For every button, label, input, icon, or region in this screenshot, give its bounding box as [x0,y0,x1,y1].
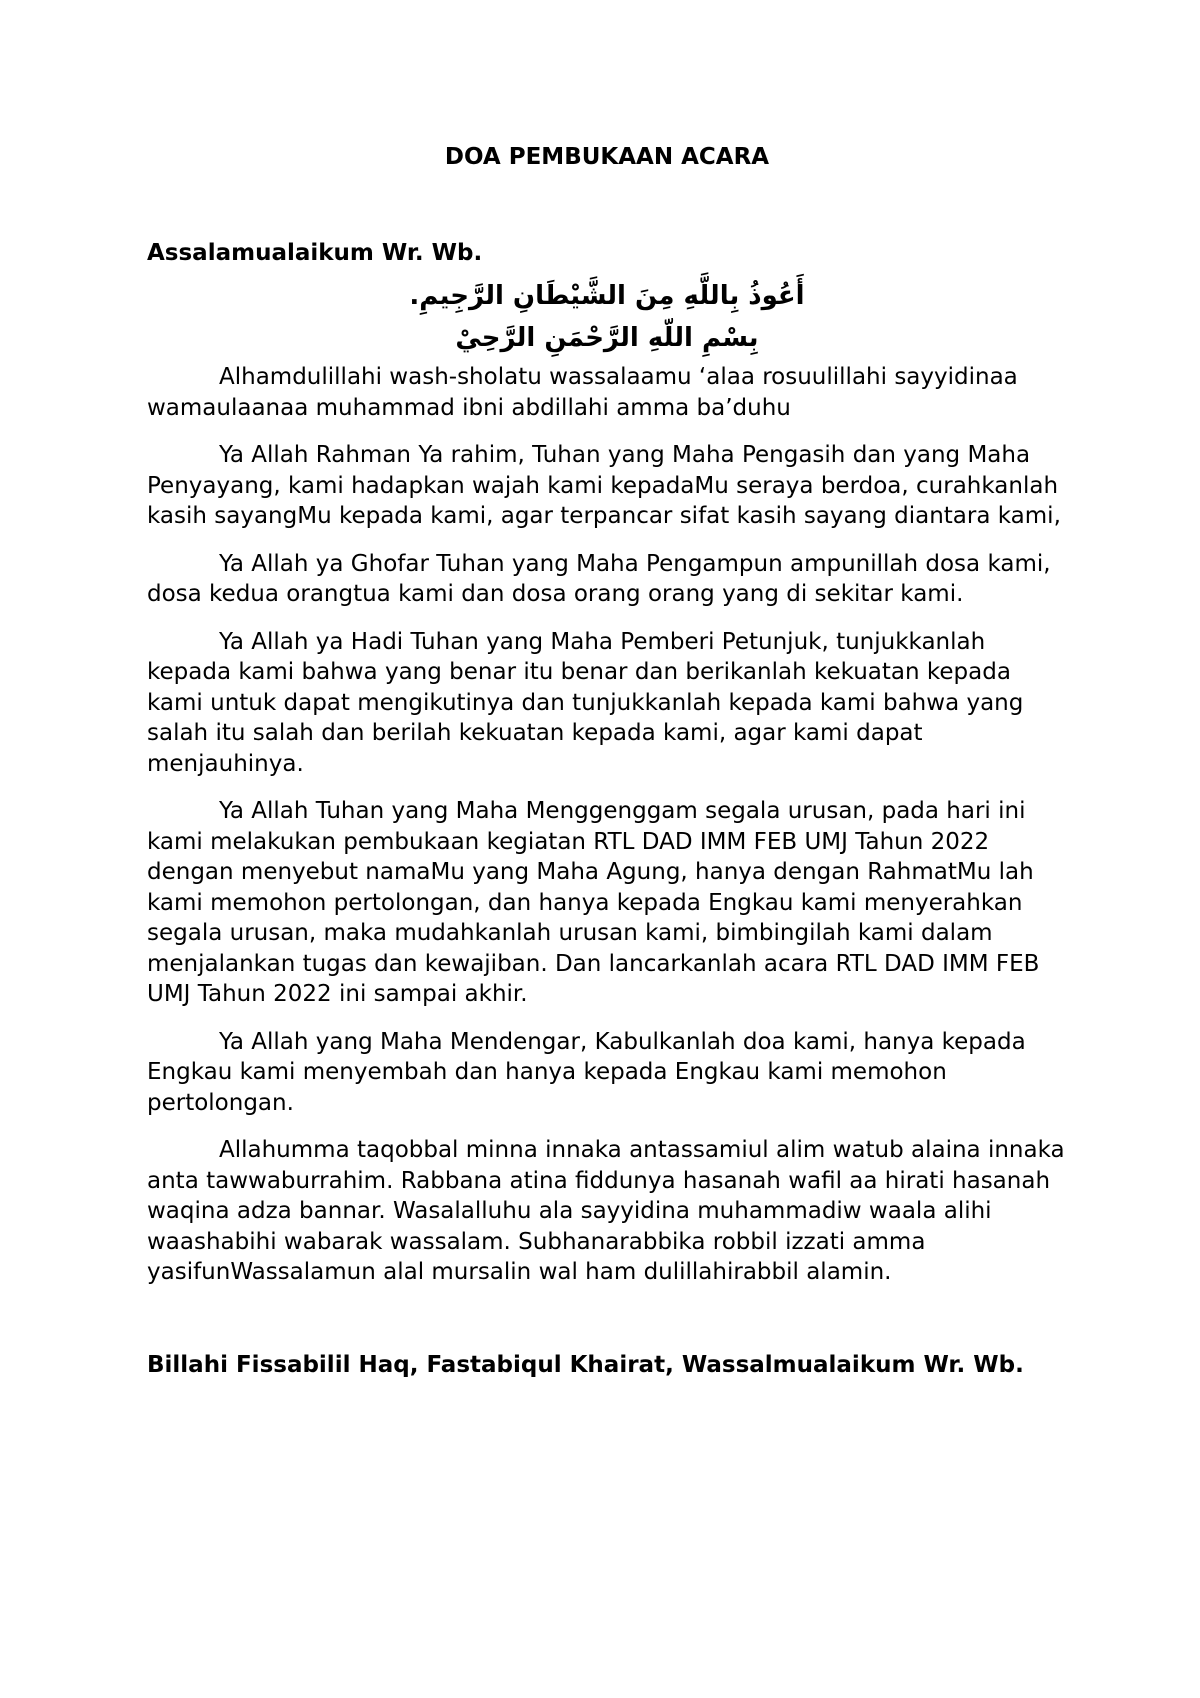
paragraph-4: Ya Allah ya Hadi Tuhan yang Maha Pemberi Petunjuk, tunjukkanlah kepada kami bahwa yang benar itu benar dan berikanlah kekuatan kepada kami untuk dapat mengikutinya dan tunjukkanlah kepada kami bahwa yang salah itu salah dan berilah kekuatan kepada kami, agar kami dapat menjauhinya. [147,628,1024,777]
document-title: DOA PEMBUKAAN ACARA [444,144,770,170]
arabic-taawudz: أَعُوذُ بِاللَّهِ مِنَ الشَّيْطَانِ الرَّجِيمِ. [409,281,805,311]
document-page [147,142,1067,1380]
paragraph-5: Ya Allah Tuhan yang Maha Menggenggam segala urusan, pada hari ini kami melakukan pembukaan kegiatan RTL DAD IMM FEB UMJ Tahun 2022 dengan menyebut namaMu yang Maha Agung, hanya dengan RahmatMu lah kami memohon pertolongan, dan hanya kepada Engkau kami menyerahkan segala urusan, maka mudahkanlah urusan kami, bimbingilah kami dalam menjalankan tugas dan kewajiban. Dan lancarkanlah acara RTL DAD IMM FEB UMJ Tahun 2022 ini sampai akhir. [147,798,1040,1007]
paragraph-6: Ya Allah yang Maha Mendengar, Kabulkanlah doa kami, hanya kepada Engkau kami menyembah dan hanya kepada Engkau kami memohon pertolongan. [147,1028,1026,1116]
closing-salutation: Billahi Fissabilil Haq, Fastabiqul Khairat, Wassalmualaikum Wr. Wb. [147,1351,1024,1378]
paragraph-3: Ya Allah ya Ghofar Tuhan yang Maha Pengampun ampunillah dosa kami, dosa kedua orangtua kami dan dosa orang orang yang di sekitar kami. [147,550,1051,607]
paragraph-1: Alhamdulillahi wash-sholatu wassalaamu ‘alaa rosuulillahi sayyidinaa wamaulaanaa muhammad ibni abdillahi amma ba’duhu [147,364,1018,421]
paragraph-2: Ya Allah Rahman Ya rahim, Tuhan yang Maha Pengasih dan yang Maha Penyayang, kami hadapkan wajah kami kepadaMu seraya berdoa, curahkanlah kasih sayangMu kepada kami, agar terpancar sifat kasih sayang diantara kami, [147,442,1061,529]
arabic-basmalah: بِسْمِ اللّهِ الرَّحْمَنِ الرَّحِيْ [455,323,759,353]
paragraph-7: Allahumma taqobbal minna innaka antassamiul alim watub alaina innaka anta tawwaburrahim. Rabbana atina fiddunya hasanah wafil aa hirati hasanah waqina adza bannar. Wasalalluhu ala sayyidina muhammadiw waala alihi waashabihi wabarak wassalam. Subhanarabbika robbil izzati amma yasifunWassalamun alal mursalin wal ham dulillahirabbil alamin. [147,1137,1065,1285]
opening-greeting: Assalamualaikum Wr. Wb. [147,240,483,266]
